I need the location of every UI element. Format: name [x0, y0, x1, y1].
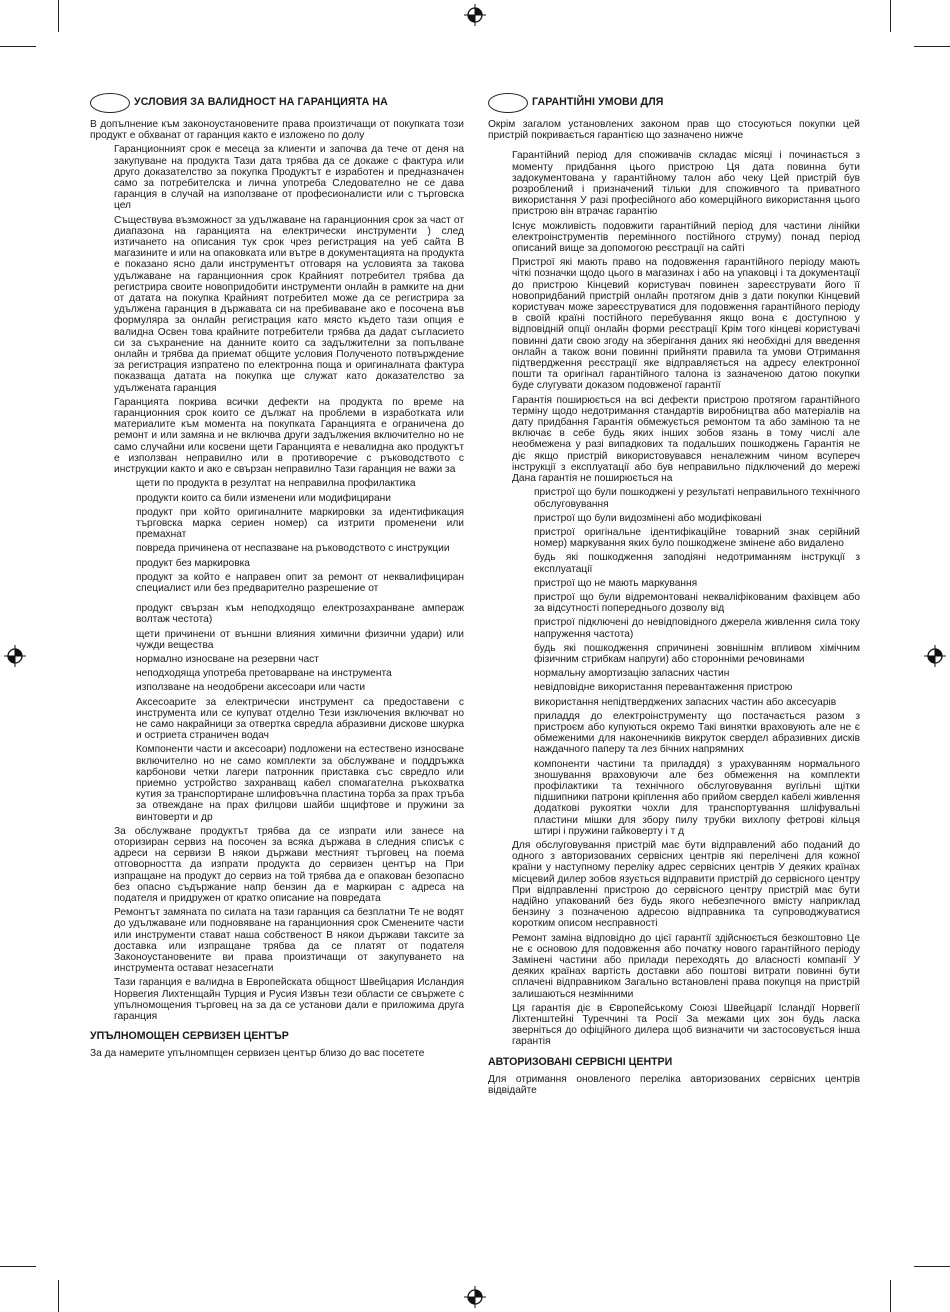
section-title: ГАРАНТІЙНІ УМОВИ ДЛЯ — [532, 96, 664, 109]
registration-mark-icon — [464, 1286, 486, 1308]
crop-mark — [0, 46, 36, 47]
exclusion-item: компоненти частини та приладдя) з урахуванням нормального зношування враховуючи але без обмеження на комплекти профілактики та технічного обслуговування вугільні щітки підшипники патрони кріплення або прийом свердел кабелі живлення додаткові рукоятки чохли для транспортування шліфувальні пластини мішки для збору пилу трубки вихлопу фетрові кільця штирі і пружини гайковерту і т д — [534, 758, 860, 837]
intro-paragraph: В допълнение към законоустановените права произтичащи от покупката този продукт е обхванат от гаранция както е изложено по долу — [90, 119, 464, 142]
exclusion-item: пристрої що були пошкоджені у результаті неправильного технічного обслуговування — [534, 487, 860, 510]
brand-logo-oval — [90, 93, 130, 113]
service-center-heading: АВТОРИЗОВАНІ СЕРВІСНІ ЦЕНТРИ — [488, 1055, 673, 1068]
exclusion-item: невідповідне використання перевантаження пристрою — [534, 682, 793, 694]
warranty-period-paragraph: Гарантійний період для споживачів складає місяці і починається з моменту придбання цього пристрою Ця дата повинна бути задокументована у гарантійному талон або чеку Цей пристрій був розроблений і призначений тільки для споживчого та приватного використання У разі професійного або комерційного використання цього пристрою він втрачає гарантію — [512, 150, 860, 218]
exclusion-item: щети причинени от външни влияния химични физични удари) или чужди вещества — [136, 628, 464, 651]
extension-paragraph: Съществува възможност за удължаване на гаранционния срок за част от диапазона на гаранцията на електрически инструменти ) след изтичането на описания тук срок чрез регистрация на уеб сайта В магазините и или на опаковката или вътре в документацията на продукта е показано ясно дали инструментът отговаря на условията за такова удължаване на гаранционния срок Крайният потребител трябва да регистрира своите новопридобити инструменти онлайн в рамките на дни от датата на покупка Крайният потребител може да се регистрира за удължена гаранция в държавата си на пребиваване ако е посочена във формуляра за онлайн регистрация като място където тази опция е валидна Освен това крайните потребители трябва да дадат съгласието си за съхранение на данните които са задължителни за попълване онлайн и трябва да приемат общите условия Полученото потвърждение за регистрация изпратено по електронна поща и оригиналната фактура показваща датата на покупка ще служат като доказателство за удължената гаранция — [114, 214, 464, 394]
section-title: УСЛОВИЯ ЗА ВАЛИДНОСТ НА ГАРАНЦИЯТА НА — [134, 96, 388, 109]
exclusion-item: пристрої що були відремонтовані некваліфікованим фахівцем або за відсутності попереднього дозволу від — [534, 591, 860, 615]
registration-paragraph: Пристрої які мають право на подовження гарантійного періоду мають чіткі позначки щодо цього в магазинах і або на упаковці і та документації до пристрою Кінцевий користувач повинен зареєструвати його її новопридбаний пристрій онлайн протягом днів з дати покупки Кінцевий користувач може зареєструватися для подовження гарантійного періоду в своїй країні постійного перебування якщо вона є доступною у відповідній опції онлайн форми реєстрації Крім того кінцеві користувачі повинні дати свою згоду на зберігання даних які необхідні для введення онлайн а також вони повинні прийняти правила та умови Отримання підтвердження реєстрації яке відправляється на адресу електронної пошти та оригінал гарантійного талона із зазначеною датою покупки буде слугувати доказом подовженої гарантії — [512, 257, 860, 392]
exclusion-item: будь які пошкодження спричинені зовнішнім впливом хімічним фізичним стрибкам напруги) або сторонніми речовинами — [534, 642, 860, 665]
exclusion-item: пристрої підключені до невідповідного джерела живлення сила току напруження частота) — [534, 617, 860, 640]
crop-mark — [914, 1266, 950, 1267]
crop-mark — [890, 0, 891, 32]
exclusion-item: използване на неодобрени аксесоари или части — [136, 682, 366, 694]
section-header — [488, 92, 860, 114]
exclusion-item: Компоненти части и аксесоари) подложени на естествено износване включително но не само комплекти за обслужване и поддръжка карбонови четки лагери патронник приставка със свредло или приемно устройство захранващ кабел спомагателна ръкохватка кутия за транспортиране шлифовъчна пластина торба за прах тръба за отвеждане на прах филцови шайби шцифтове и пружини за винтоверти и др — [136, 744, 464, 823]
crop-mark — [890, 1280, 891, 1312]
repair-paragraph: Ремонт заміна відповідно до цієї гарантії здійснюється безкоштовно Це не є основою для подовження або початку нового гарантійного періоду Замінені частини або прилади переходять до власності компанії У деяких країнах вартість доставки або поштові витрати повинні бути сплачені відправником Загально встановлені права покупця на пристрій залишаються незмінними — [512, 932, 860, 1000]
crop-mark — [0, 1266, 36, 1267]
registration-mark-icon — [4, 645, 26, 667]
warranty-period-paragraph: Гаранционният срок е месеца за клиенти и започва да тече от деня на закупуване на продукта Тази дата трябва да се докаже с фактура или друго доказателство за покупка Продуктът е изработен и предназначен само за потребителска и лична употреба Следователно не се дава гаранция в случай на използване от професионалисти или с търговска цел — [114, 144, 464, 212]
exclusion-item: щети по продукта в резултат на неправилна профилактика — [136, 478, 416, 490]
coverage-paragraph: Гарантія поширюється на всі дефекти пристрою протягом гарантійного терміну щодо недотримання стандартів виробництва або матеріалів на дату придбання Гарантія обмежується ремонтом та або заміною та не включає в себе будь яких інших зобов язань в тому числі але необмежена у разі випадкових та подальших пошкоджень Гарантія не діє якщо пристрій використовувався неналежним чином всупереч інструкції з експлуатації або був неправильно підключений до мережі Дана гарантія не поширюється на — [512, 394, 860, 485]
exclusion-item: пристрої що не мають маркування — [534, 577, 698, 589]
coverage-paragraph: Гаранцията покрива всички дефекти на продукта по време на гаранционния срок които се дължат на проблеми в изработката или материалите към момента на покупката Гаранцията е ограничена до ремонт и или замяна и не включва други задължения включително но не само случайни или косвени щети Гаранцията е невалидна ако продуктът е използван неправилно или в противоречие с ръководството с инструкции както и ако е свързан неправилно Тази гаранция не важи за — [114, 396, 464, 476]
ukrainian-column — [488, 92, 860, 1099]
validity-paragraph: Тази гаранция е валидна в Европейската общност Швейцария Исландия Норвегия Лихтенщайн Турция и Русия Извън тези области се свържете с упълномощения търговец на за да се установи дали е приложима друга гаранция — [114, 977, 464, 1023]
exclusion-item: використання непідтверджених запасних частин або аксесуарів — [534, 696, 837, 708]
repair-paragraph: Ремонтът замяната по силата на тази гаранция са безплатни Те не водят до удължаване или подновяване на гаранционния срок Сменените части или инструменти стават наша собственост В някои държави таксите за доставка или изпращане трябва да се платят от подателя Законоустановените ви права произтичащи от закупуването на инструмента остават незасегнати — [114, 907, 464, 975]
brand-logo-oval — [488, 93, 528, 113]
exclusion-item: пристрої що були видозмінені або модифіковані — [534, 512, 762, 524]
exclusion-item: продукт за който е направен опит за ремонт от неквалифициран специалист или без предварително разрешение от — [136, 571, 464, 594]
exclusion-item: нормальну амортизацію запасних частин — [534, 668, 730, 680]
service-center-heading: УПЪЛНОМОЩЕН СЕРВИЗЕН ЦЕНТЪР — [90, 1030, 289, 1043]
exclusion-item: будь які пошкодження заподіяні недотриманням інструкції з експлуатації — [534, 552, 860, 575]
service-center-paragraph: Для отримання оновленого переліка авторизованих сервісних центрів відвідайте — [488, 1073, 860, 1097]
exclusion-item: пристрої оригінальне ідентифікаційне товарний знак серійний номер) маркування яких було пошкоджене змінене або видалено — [534, 526, 860, 550]
service-center-paragraph: За да намерите упълномпщен сервизен център близо до вас посетете — [90, 1048, 425, 1060]
registration-mark-icon — [464, 4, 486, 26]
validity-paragraph: Ця гарантія діє в Європейському Союзі Швейцарії Ісландії Норвегії Ліхтенштейні Туреччині та Росії За межами цих зон будь ласка зверніться до офіційного дилера щоб визначити чи застосовується інша гарантія — [512, 1002, 860, 1048]
exclusion-item: продукт при който оригиналните маркировки за идентификация търговска марка сериен номер) са изтрити променени или премахнат — [136, 506, 464, 541]
exclusion-item: Аксесоарите за електрически инструмент са предоставени с инструмента или се купуват отделно Тези изключения включват но не само накрайници за отвертка свредла абразивни дискове шкурка и остриета страничен водач — [136, 696, 464, 742]
exclusion-item: приладдя до електроінструменту що постачається разом з пристроєм або купуються окремо Такі винятки враховують але не є обмеженими для наконечників викруток свердел абразивних дисків наждачного паперу та лез бічних напрямних — [534, 710, 860, 756]
exclusion-item: нормално износване на резервни част — [136, 653, 319, 665]
crop-mark — [58, 0, 59, 32]
crop-mark — [914, 46, 950, 47]
exclusion-item: продукти които са били изменени или модифицирани — [136, 492, 391, 504]
exclusion-item: неподходяща употреба претоварване на инструмента — [136, 668, 392, 680]
bulgarian-column — [90, 92, 464, 1063]
exclusion-item: продукт свързан към неподходящо електрозахранване ампераж волтаж честота) — [136, 603, 464, 626]
intro-paragraph: Окрім загалом установлених законом прав що стосуються покупки цей пристрій покривається гарантією що зазначено нижче — [488, 119, 860, 142]
crop-mark — [58, 1280, 59, 1312]
extension-paragraph: Існує можливість подовжити гарантійний період для частини лінійки електроінструментів перемінного постійного струму) понад період описаний вище за допомогою реєстрації на сайті — [512, 220, 860, 255]
registration-mark-icon — [924, 645, 946, 667]
service-paragraph: За обслужване продуктът трябва да се изпрати или занесе на оторизиран сервиз на посочен за всяка държава в следния списък с адреси на сервизи В някои държави местният търговец на поема отговорността да изпрати продукта до сервизен център на При изпращане на продукт до сервиз на той трябва да е опакован безопасно без опасно съдържание напр бензин да е маркиран с адреса на подателя и придружен от кратко описание на повредата — [114, 825, 464, 904]
exclusion-item: продукт без маркировка — [136, 557, 250, 569]
exclusion-item: повреда причинена от неспазване на ръководството с инструкции — [136, 543, 450, 555]
service-paragraph: Для обслуговування пристрій має бути відправлений або поданий до одного з авторизованих сервісних центрів які перелічені для кожної країни у наступному переліку адрес сервісних центрів У деяких країнах місцевий дилер зобов язується відправити пристрій до сервісного центру При відправленні пристрою до сервісного центру пристрій має бути надійно упакований без будь якого небезпечного вмісту наприклад бензину з позначеною адресою відправника та супроводжуватися коротким описом несправності — [512, 839, 860, 930]
section-header — [90, 92, 464, 114]
